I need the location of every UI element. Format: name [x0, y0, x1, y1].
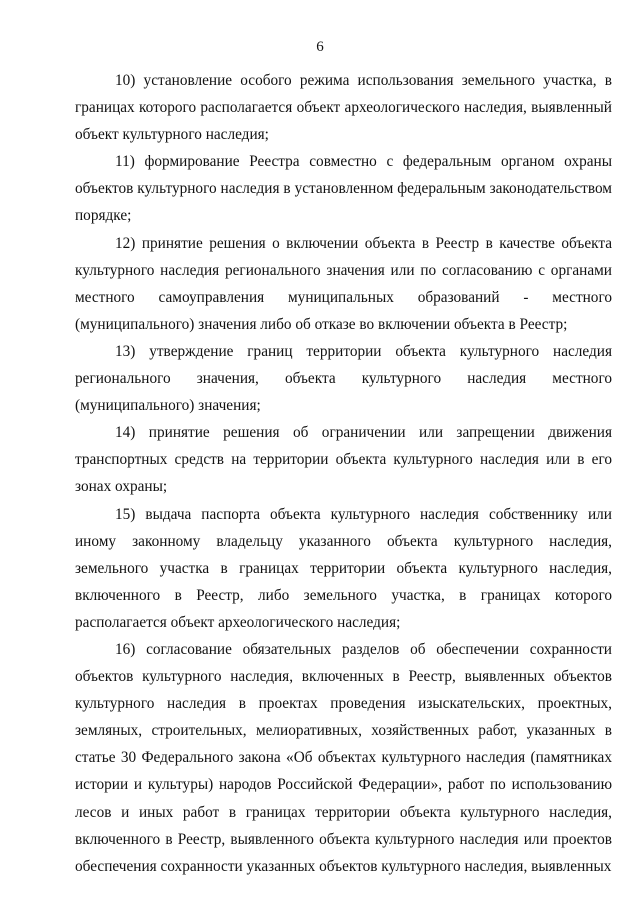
paragraph-item-16: 16) согласование обязательных разделов об обеспечении сохранности объектов культурного наследия, включенных в Реестр, выявленных объектов культурного наследия в проектах проведения изыскательских, проектных, земляных, строительных, мелиоративных, хозяйственных работ, указанных в статье 30 Федерального закона «Об объектах культурного наследия (памятниках истории и культуры) народов Российской Федерации», работ по использованию лесов и иных работ в границах территории объекта культурного наследия, включенного в Реестр, выявленного объекта культурного наследия или проектов обеспечения сохранности указанных объектов культурного наследия, выявленных: [75, 640, 612, 875]
paragraph-item-14: 14) принятие решения об ограничении или запрещении движения транспортных средств на территории объекта культурного наследия или в его зонах охраны;: [75, 424, 612, 496]
document-body: [75, 67, 612, 880]
paragraph-item-10: 10) установление особого режима использования земельного участка, в границах которого располагается объект археологического наследия, выявленный объект культурного наследия;: [75, 72, 612, 144]
paragraph-item-13: 13) утверждение границ территории объекта культурного наследия регионального значения, объекта культурного наследия местного (муниципального) значения;: [75, 342, 612, 415]
paragraph-item-15: 15) выдача паспорта объекта культурного наследия собственнику или иному законному владельцу указанного объекта культурного наследия, земельного участка в границах территории объекта культурного наследия, включенного в Реестр, либо земельного участка, в границах которого располагается объект археологического наследия;: [75, 505, 612, 631]
paragraph-item-11: 11) формирование Реестра совместно с федеральным органом охраны объектов культурного наследия в установленном федеральным законодательством порядке;: [75, 153, 612, 225]
page-number: 6: [316, 39, 324, 55]
paragraph-item-12: 12) принятие решения о включении объекта в Реестр в качестве объекта культурного наследия регионального значения или по согласованию с органами местного самоуправления муниципальных образований - местного (муниципального) значения либо об отказе во включении объекта в Реестр;: [75, 234, 612, 333]
